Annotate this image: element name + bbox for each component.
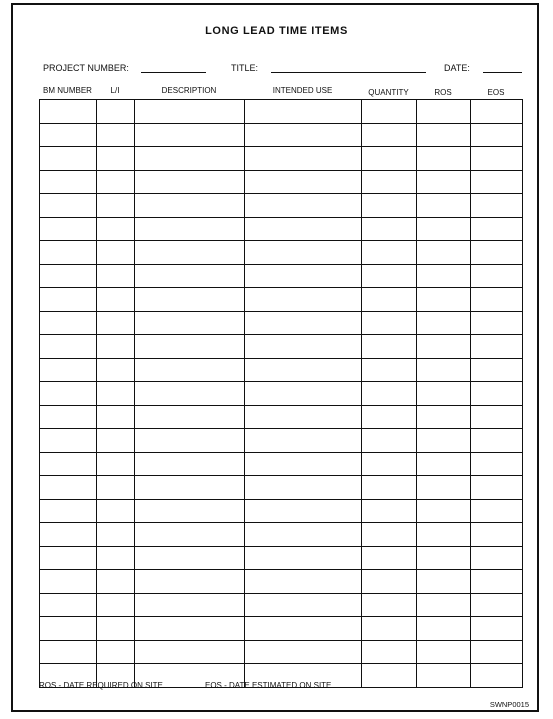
cell-li[interactable] — [97, 311, 135, 335]
cell-ros[interactable] — [417, 523, 471, 547]
table-row — [40, 523, 523, 547]
cell-intended-use[interactable] — [245, 100, 362, 124]
cell-ros[interactable] — [417, 617, 471, 641]
cell-description[interactable] — [135, 570, 245, 594]
table-row — [40, 593, 523, 617]
table-row — [40, 170, 523, 194]
cell-intended-use[interactable] — [245, 476, 362, 500]
cell-li[interactable] — [97, 546, 135, 570]
cell-quantity[interactable] — [362, 170, 417, 194]
cell-bm-number[interactable] — [40, 147, 97, 171]
cell-eos[interactable] — [471, 288, 523, 312]
cell-bm-number[interactable] — [40, 593, 97, 617]
table-row — [40, 147, 523, 171]
title-field[interactable] — [271, 72, 426, 73]
cell-quantity[interactable] — [362, 217, 417, 241]
form-code: SWNP0015 — [489, 700, 529, 709]
cell-intended-use[interactable] — [245, 241, 362, 265]
cell-bm-number[interactable] — [40, 123, 97, 147]
column-header-eos: EOS — [487, 88, 505, 97]
project-number-label: PROJECT NUMBER: — [43, 63, 129, 73]
table-row — [40, 241, 523, 265]
cell-ros[interactable] — [417, 100, 471, 124]
cell-description[interactable] — [135, 288, 245, 312]
cell-quantity[interactable] — [362, 241, 417, 265]
cell-bm-number[interactable] — [40, 523, 97, 547]
cell-bm-number[interactable] — [40, 452, 97, 476]
cell-intended-use[interactable] — [245, 429, 362, 453]
cell-li[interactable] — [97, 640, 135, 664]
cell-eos[interactable] — [471, 429, 523, 453]
cell-ros[interactable] — [417, 217, 471, 241]
cell-li[interactable] — [97, 570, 135, 594]
cell-ros[interactable] — [417, 452, 471, 476]
cell-bm-number[interactable] — [40, 476, 97, 500]
table-row — [40, 217, 523, 241]
cell-intended-use[interactable] — [245, 288, 362, 312]
cell-description[interactable] — [135, 170, 245, 194]
cell-quantity[interactable] — [362, 123, 417, 147]
form-title: LONG LEAD TIME ITEMS — [205, 25, 348, 37]
cell-quantity[interactable] — [362, 100, 417, 124]
cell-li[interactable] — [97, 617, 135, 641]
cell-quantity[interactable] — [362, 382, 417, 406]
cell-description[interactable] — [135, 311, 245, 335]
cell-eos[interactable] — [471, 382, 523, 406]
cell-ros[interactable] — [417, 499, 471, 523]
cell-li[interactable] — [97, 100, 135, 124]
cell-description[interactable] — [135, 546, 245, 570]
column-header-ros: ROS — [434, 88, 452, 97]
cell-li[interactable] — [97, 523, 135, 547]
cell-li[interactable] — [97, 194, 135, 218]
cell-ros[interactable] — [417, 358, 471, 382]
cell-li[interactable] — [97, 405, 135, 429]
cell-li[interactable] — [97, 264, 135, 288]
cell-li[interactable] — [97, 123, 135, 147]
cell-intended-use[interactable] — [245, 335, 362, 359]
cell-li[interactable] — [97, 358, 135, 382]
cell-quantity[interactable] — [362, 664, 417, 688]
cell-eos[interactable] — [471, 147, 523, 171]
cell-bm-number[interactable] — [40, 241, 97, 265]
cell-quantity[interactable] — [362, 194, 417, 218]
table-row — [40, 264, 523, 288]
cell-quantity[interactable] — [362, 452, 417, 476]
cell-ros[interactable] — [417, 264, 471, 288]
cell-quantity[interactable] — [362, 546, 417, 570]
cell-quantity[interactable] — [362, 499, 417, 523]
cell-intended-use[interactable] — [245, 358, 362, 382]
table-row — [40, 546, 523, 570]
cell-eos[interactable] — [471, 593, 523, 617]
cell-li[interactable] — [97, 593, 135, 617]
table-row — [40, 194, 523, 218]
cell-ros[interactable] — [417, 593, 471, 617]
cell-intended-use[interactable] — [245, 499, 362, 523]
cell-li[interactable] — [97, 147, 135, 171]
table-row — [40, 123, 523, 147]
cell-eos[interactable] — [471, 170, 523, 194]
title-label: TITLE: — [231, 63, 259, 73]
cell-quantity[interactable] — [362, 640, 417, 664]
cell-eos[interactable] — [471, 664, 523, 688]
cell-eos[interactable] — [471, 194, 523, 218]
column-header-li: L/I — [110, 86, 120, 95]
cell-intended-use[interactable] — [245, 593, 362, 617]
cell-description[interactable] — [135, 335, 245, 359]
cell-bm-number[interactable] — [40, 311, 97, 335]
cell-quantity[interactable] — [362, 405, 417, 429]
cell-description[interactable] — [135, 640, 245, 664]
date-field[interactable] — [483, 72, 522, 73]
cell-li[interactable] — [97, 452, 135, 476]
cell-quantity[interactable] — [362, 264, 417, 288]
cell-description[interactable] — [135, 523, 245, 547]
cell-ros[interactable] — [417, 123, 471, 147]
cell-description[interactable] — [135, 405, 245, 429]
cell-description[interactable] — [135, 123, 245, 147]
cell-li[interactable] — [97, 241, 135, 265]
cell-eos[interactable] — [471, 217, 523, 241]
cell-bm-number[interactable] — [40, 264, 97, 288]
date-label: DATE: — [444, 63, 470, 73]
cell-bm-number[interactable] — [40, 217, 97, 241]
cell-quantity[interactable] — [362, 311, 417, 335]
cell-ros[interactable] — [417, 194, 471, 218]
cell-eos[interactable] — [471, 241, 523, 265]
cell-ros[interactable] — [417, 429, 471, 453]
cell-eos[interactable] — [471, 640, 523, 664]
table-row — [40, 452, 523, 476]
column-header-description: DESCRIPTION — [161, 86, 217, 95]
cell-intended-use[interactable] — [245, 382, 362, 406]
table-row — [40, 499, 523, 523]
cell-ros[interactable] — [417, 335, 471, 359]
cell-description[interactable] — [135, 358, 245, 382]
cell-description[interactable] — [135, 194, 245, 218]
column-header-quantity: QUANTITY — [368, 88, 409, 97]
eos-legend: EOS - DATE ESTIMATED ON SITE — [205, 681, 332, 690]
cell-ros[interactable] — [417, 570, 471, 594]
cell-bm-number[interactable] — [40, 194, 97, 218]
cell-quantity[interactable] — [362, 358, 417, 382]
cell-li[interactable] — [97, 476, 135, 500]
cell-description[interactable] — [135, 241, 245, 265]
table-row — [40, 100, 523, 124]
cell-bm-number[interactable] — [40, 546, 97, 570]
cell-ros[interactable] — [417, 382, 471, 406]
cell-intended-use[interactable] — [245, 147, 362, 171]
cell-quantity[interactable] — [362, 147, 417, 171]
cell-li[interactable] — [97, 499, 135, 523]
cell-description[interactable] — [135, 100, 245, 124]
cell-bm-number[interactable] — [40, 570, 97, 594]
cell-bm-number[interactable] — [40, 100, 97, 124]
cell-bm-number[interactable] — [40, 405, 97, 429]
cell-bm-number[interactable] — [40, 288, 97, 312]
cell-li[interactable] — [97, 170, 135, 194]
cell-bm-number[interactable] — [40, 170, 97, 194]
cell-eos[interactable] — [471, 264, 523, 288]
table-row — [40, 288, 523, 312]
cell-intended-use[interactable] — [245, 405, 362, 429]
table-row — [40, 358, 523, 382]
cell-intended-use[interactable] — [245, 170, 362, 194]
ros-legend: ROS - DATE REQUIRED ON SITE — [39, 681, 163, 690]
cell-ros[interactable] — [417, 311, 471, 335]
cell-li[interactable] — [97, 382, 135, 406]
cell-quantity[interactable] — [362, 288, 417, 312]
cell-intended-use[interactable] — [245, 194, 362, 218]
project-number-field[interactable] — [141, 72, 206, 73]
cell-ros[interactable] — [417, 476, 471, 500]
cell-quantity[interactable] — [362, 593, 417, 617]
cell-quantity[interactable] — [362, 476, 417, 500]
cell-description[interactable] — [135, 217, 245, 241]
cell-bm-number[interactable] — [40, 640, 97, 664]
cell-bm-number[interactable] — [40, 617, 97, 641]
cell-quantity[interactable] — [362, 570, 417, 594]
cell-li[interactable] — [97, 429, 135, 453]
cell-intended-use[interactable] — [245, 264, 362, 288]
cell-quantity[interactable] — [362, 617, 417, 641]
cell-intended-use[interactable] — [245, 640, 362, 664]
cell-eos[interactable] — [471, 476, 523, 500]
cell-description[interactable] — [135, 452, 245, 476]
cell-description[interactable] — [135, 382, 245, 406]
cell-bm-number[interactable] — [40, 382, 97, 406]
cell-intended-use[interactable] — [245, 452, 362, 476]
cell-ros[interactable] — [417, 147, 471, 171]
cell-eos[interactable] — [471, 617, 523, 641]
column-header-intended-use: INTENDED USE — [272, 86, 333, 95]
cell-quantity[interactable] — [362, 523, 417, 547]
cell-li[interactable] — [97, 217, 135, 241]
cell-ros[interactable] — [417, 170, 471, 194]
cell-ros[interactable] — [417, 241, 471, 265]
cell-intended-use[interactable] — [245, 546, 362, 570]
cell-eos[interactable] — [471, 123, 523, 147]
cell-li[interactable] — [97, 335, 135, 359]
cell-ros[interactable] — [417, 546, 471, 570]
cell-eos[interactable] — [471, 311, 523, 335]
table-row — [40, 617, 523, 641]
cell-li[interactable] — [97, 288, 135, 312]
cell-bm-number[interactable] — [40, 358, 97, 382]
cell-bm-number[interactable] — [40, 335, 97, 359]
cell-intended-use[interactable] — [245, 523, 362, 547]
cell-bm-number[interactable] — [40, 499, 97, 523]
cell-quantity[interactable] — [362, 335, 417, 359]
table-row — [40, 405, 523, 429]
cell-eos[interactable] — [471, 546, 523, 570]
table-row — [40, 476, 523, 500]
cell-eos[interactable] — [471, 335, 523, 359]
cell-ros[interactable] — [417, 640, 471, 664]
cell-eos[interactable] — [471, 358, 523, 382]
cell-eos[interactable] — [471, 405, 523, 429]
items-table — [39, 99, 523, 688]
cell-description[interactable] — [135, 264, 245, 288]
cell-description[interactable] — [135, 617, 245, 641]
cell-description[interactable] — [135, 593, 245, 617]
cell-eos[interactable] — [471, 523, 523, 547]
cell-eos[interactable] — [471, 499, 523, 523]
cell-intended-use[interactable] — [245, 617, 362, 641]
cell-bm-number[interactable] — [40, 429, 97, 453]
table-row — [40, 311, 523, 335]
cell-eos[interactable] — [471, 100, 523, 124]
cell-intended-use[interactable] — [245, 217, 362, 241]
cell-description[interactable] — [135, 147, 245, 171]
cell-ros[interactable] — [417, 664, 471, 688]
cell-eos[interactable] — [471, 570, 523, 594]
cell-quantity[interactable] — [362, 429, 417, 453]
cell-description[interactable] — [135, 429, 245, 453]
cell-intended-use[interactable] — [245, 311, 362, 335]
table-row — [40, 570, 523, 594]
table-row — [40, 640, 523, 664]
table-row — [40, 382, 523, 406]
cell-eos[interactable] — [471, 452, 523, 476]
cell-description[interactable] — [135, 499, 245, 523]
column-header-bm-number: BM NUMBER — [43, 86, 92, 95]
cell-ros[interactable] — [417, 405, 471, 429]
cell-ros[interactable] — [417, 288, 471, 312]
table-row — [40, 429, 523, 453]
cell-intended-use[interactable] — [245, 123, 362, 147]
cell-description[interactable] — [135, 476, 245, 500]
cell-intended-use[interactable] — [245, 570, 362, 594]
table-row — [40, 335, 523, 359]
